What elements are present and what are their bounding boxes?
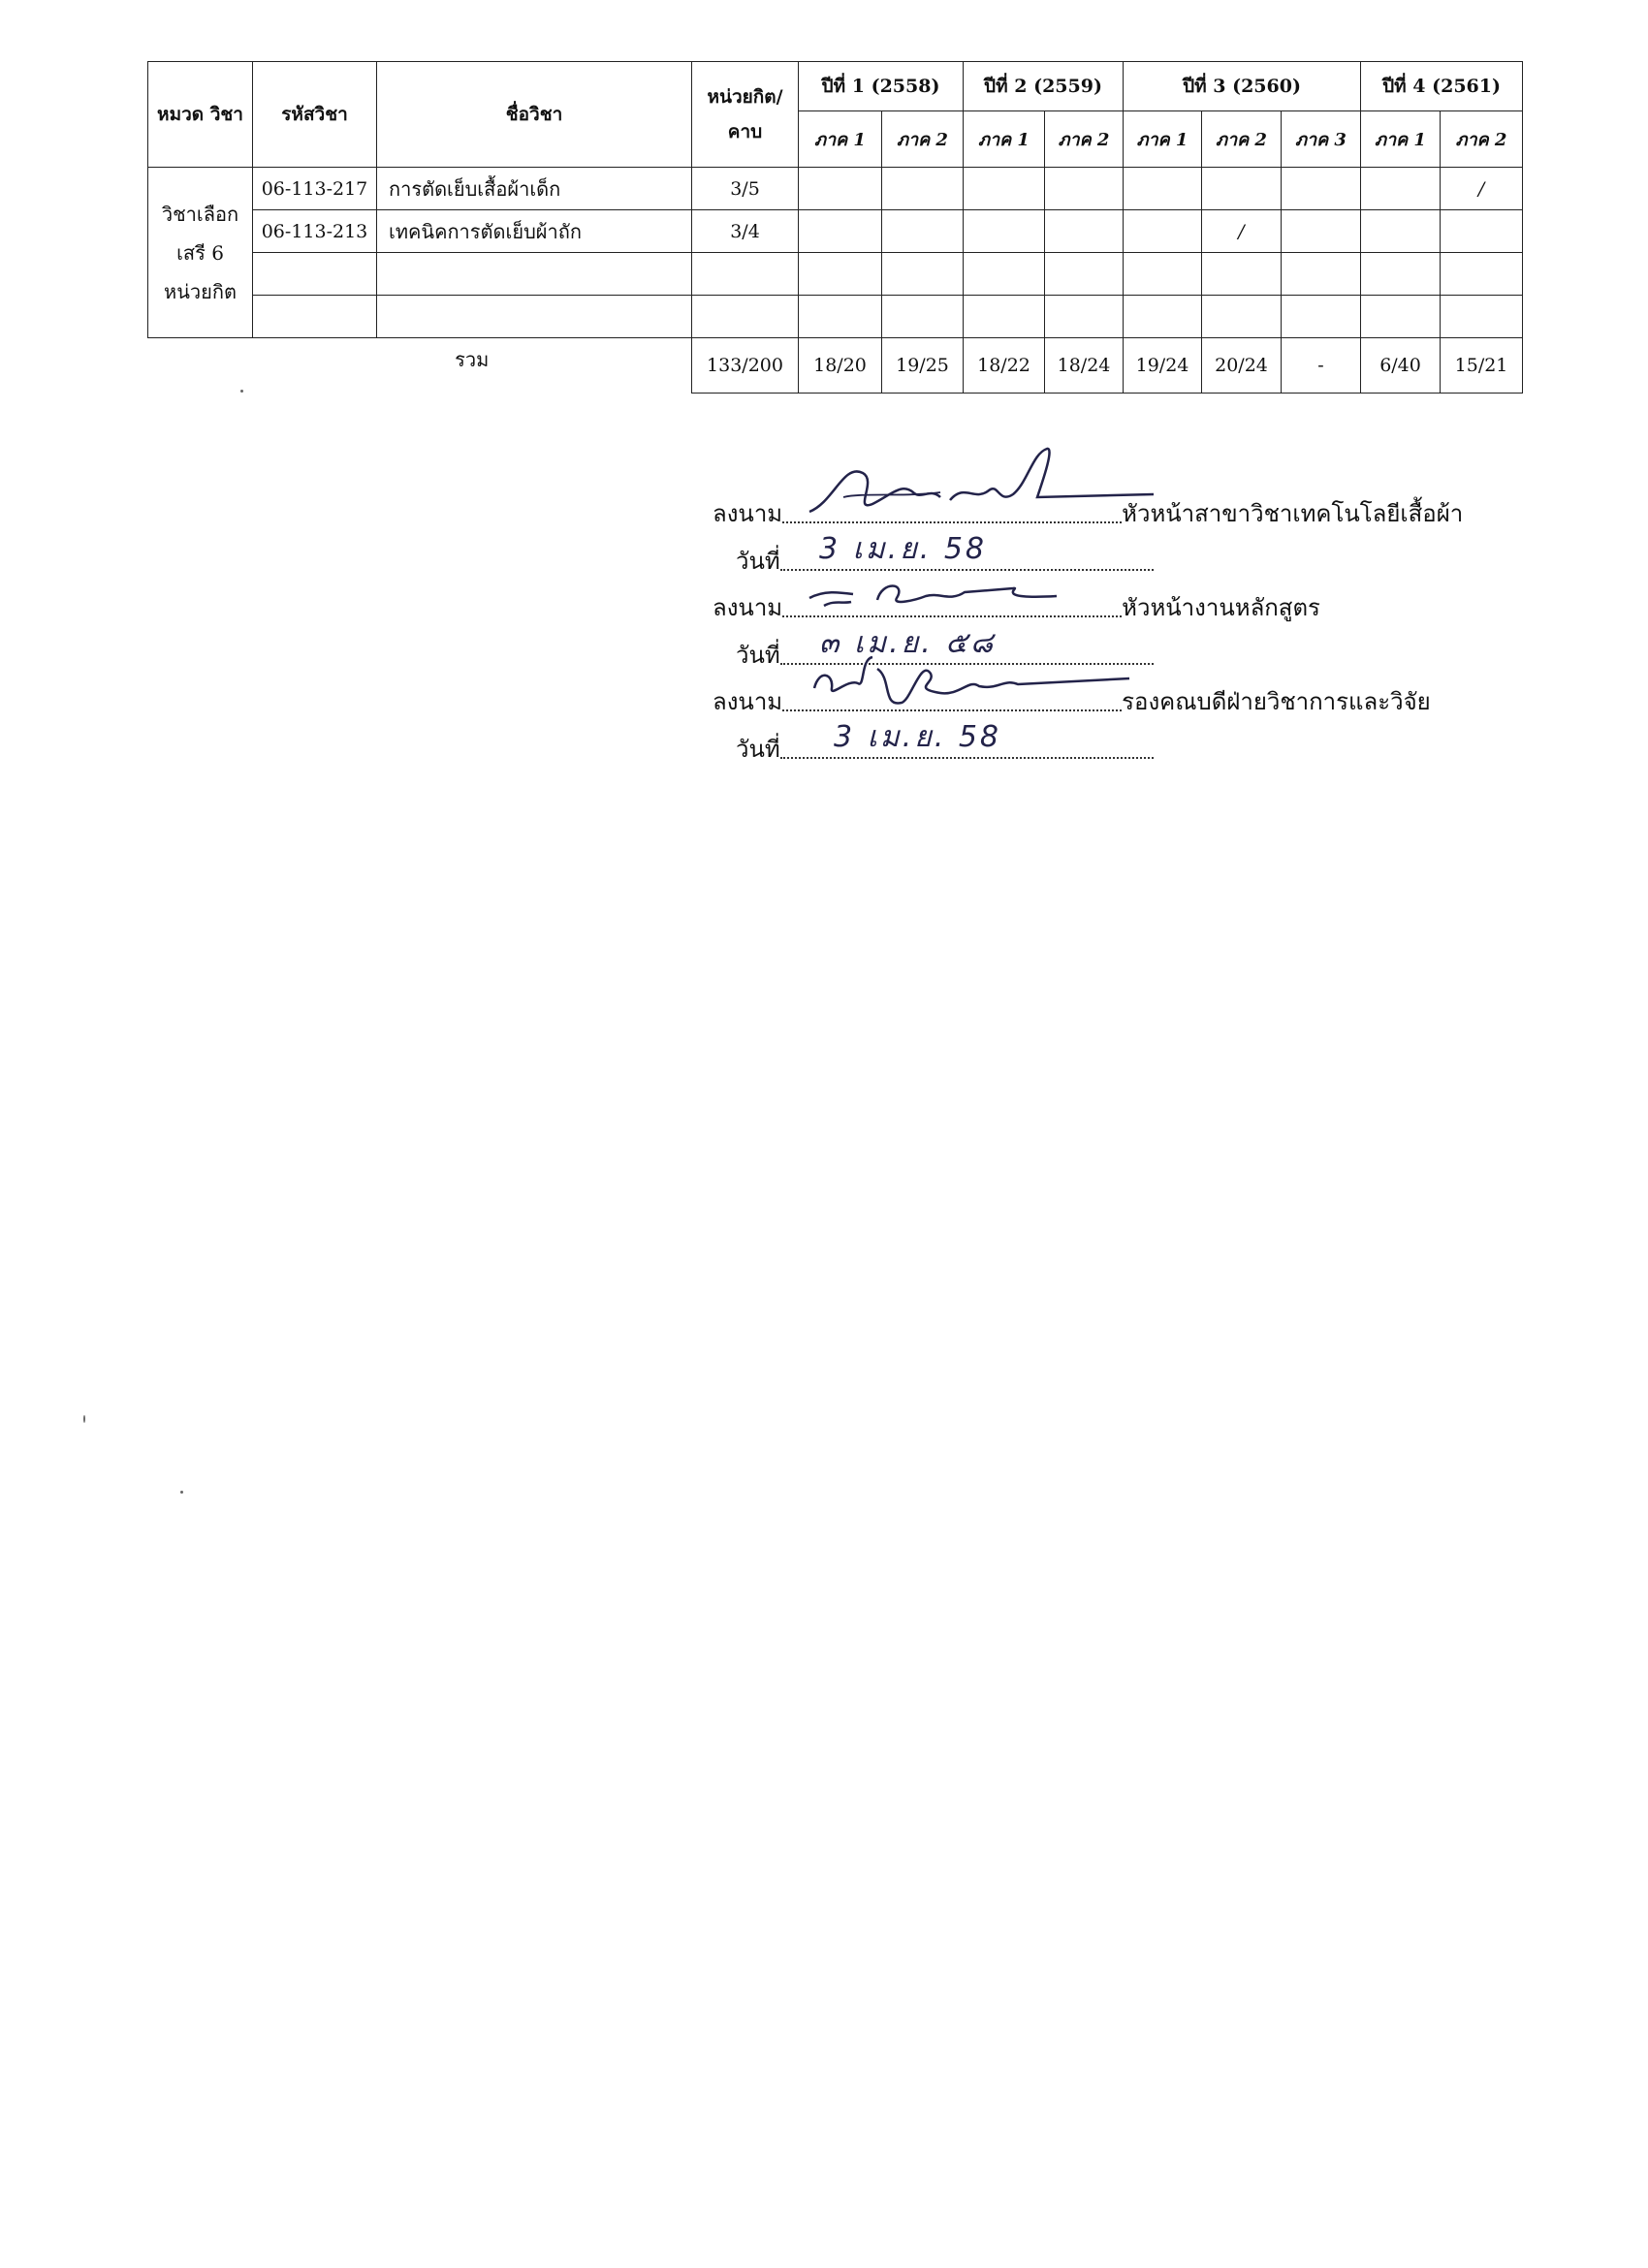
- term-mark: [964, 253, 1045, 296]
- date-label: วันที่: [736, 736, 780, 763]
- total-term: 20/24: [1202, 338, 1282, 394]
- term-mark: [1202, 168, 1282, 210]
- header-term: ภาค 1: [799, 111, 882, 168]
- sign-label: ลงนาม: [713, 594, 783, 621]
- category-cell: วิชาเลือก เสรี 6 หน่วยกิต: [148, 168, 253, 338]
- term-mark: [799, 168, 882, 210]
- term-mark: [1202, 253, 1282, 296]
- course-code: 06-113-213: [253, 210, 377, 253]
- header-year-4: ปีที่ 4 (2561): [1361, 62, 1523, 111]
- signer-role: รองคณบดีฝ่ายวิชาการและวิจัย: [1122, 688, 1431, 715]
- term-mark: [1361, 210, 1441, 253]
- term-mark: [1045, 296, 1124, 338]
- term-mark: [882, 210, 964, 253]
- course-code: 06-113-217: [253, 168, 377, 210]
- header-credits: หน่วยกิต/ คาบ: [692, 62, 799, 168]
- signer-role: หัวหน้างานหลักสูตร: [1122, 594, 1320, 621]
- term-mark: [882, 168, 964, 210]
- scan-speck: [240, 390, 243, 393]
- term-mark: [1045, 168, 1124, 210]
- handwritten-signature-1: [805, 444, 1154, 531]
- table-row: [148, 210, 1523, 253]
- total-term: -: [1282, 338, 1361, 394]
- total-credits: 133/200: [692, 338, 799, 394]
- handwritten-signature-3: [805, 649, 1134, 717]
- total-term: 19/25: [882, 338, 964, 394]
- header-code: รหัสวิชา: [253, 62, 377, 168]
- course-name: [377, 253, 692, 296]
- total-row: [148, 338, 1523, 394]
- course-credits: 3/5: [692, 168, 799, 210]
- term-mark: [1124, 168, 1202, 210]
- header-term: ภาค 1: [964, 111, 1045, 168]
- term-mark: [882, 253, 964, 296]
- header-term: ภาค 1: [1124, 111, 1202, 168]
- term-mark: [964, 168, 1045, 210]
- term-mark: [964, 210, 1045, 253]
- term-mark: [1282, 210, 1361, 253]
- term-mark: [1441, 253, 1523, 296]
- table-row: [148, 296, 1523, 338]
- header-term: ภาค 2: [882, 111, 964, 168]
- term-mark: [1124, 210, 1202, 253]
- term-mark: [799, 296, 882, 338]
- term-mark: [1441, 210, 1523, 253]
- term-mark: [1124, 296, 1202, 338]
- term-mark: [964, 296, 1045, 338]
- header-name: ชื่อวิชา: [377, 62, 692, 168]
- sign-label: ลงนาม: [713, 500, 783, 527]
- term-mark: [1124, 253, 1202, 296]
- total-term: 15/21: [1441, 338, 1523, 394]
- header-term: ภาค 2: [1441, 111, 1523, 168]
- term-mark: [1441, 296, 1523, 338]
- term-mark: [1202, 296, 1282, 338]
- term-mark: [1282, 253, 1361, 296]
- signature-block: [713, 494, 1585, 776]
- term-mark: [882, 296, 964, 338]
- course-name: [377, 296, 692, 338]
- term-mark: [1361, 253, 1441, 296]
- term-mark: [1282, 168, 1361, 210]
- term-mark: [1282, 296, 1361, 338]
- header-year-3: ปีที่ 3 (2560): [1124, 62, 1361, 111]
- course-credits: 3/4: [692, 210, 799, 253]
- term-mark: [1361, 296, 1441, 338]
- course-credits: [692, 296, 799, 338]
- term-mark: [1045, 210, 1124, 253]
- course-credits: [692, 253, 799, 296]
- handwritten-signature-2: [805, 571, 1066, 619]
- course-name: เทคนิคการตัดเย็บผ้าถัก: [377, 210, 692, 253]
- course-code: [253, 253, 377, 296]
- total-term: 18/20: [799, 338, 882, 394]
- course-code: [253, 296, 377, 338]
- blank-cell: [148, 338, 253, 394]
- header-row-years: [148, 62, 1523, 111]
- table-row: [148, 253, 1523, 296]
- scan-speck: [180, 1491, 183, 1494]
- header-category: หมวด วิชา: [148, 62, 253, 168]
- header-term: ภาค 2: [1202, 111, 1282, 168]
- total-term: 19/24: [1124, 338, 1202, 394]
- term-mark: [799, 210, 882, 253]
- total-term: 18/22: [964, 338, 1045, 394]
- term-mark: [1361, 168, 1441, 210]
- header-year-1: ปีที่ 1 (2558): [799, 62, 964, 111]
- term-mark: [1045, 253, 1124, 296]
- handwritten-date-2: ๓ เม.ย. ๕๘: [819, 626, 997, 660]
- course-name: การตัดเย็บเสื้อผ้าเด็ก: [377, 168, 692, 210]
- total-term: 18/24: [1045, 338, 1124, 394]
- scan-speck: [83, 1415, 85, 1423]
- total-label: รวม: [455, 348, 490, 371]
- date-label: วันที่: [736, 548, 780, 575]
- handwritten-date-1: 3 เม.ย. 58: [819, 532, 988, 566]
- term-mark: /: [1441, 168, 1523, 210]
- total-term: 6/40: [1361, 338, 1441, 394]
- date-label: วันที่: [736, 642, 780, 669]
- header-term: ภาค 3: [1282, 111, 1361, 168]
- handwritten-date-3: 3 เม.ย. 58: [834, 720, 1002, 754]
- sign-label: ลงนาม: [713, 688, 783, 715]
- header-year-2: ปีที่ 2 (2559): [964, 62, 1124, 111]
- table-row: [148, 168, 1523, 210]
- signer-role: หัวหน้าสาขาวิชาเทคโนโลยีเสื้อผ้า: [1122, 500, 1464, 527]
- header-term: ภาค 1: [1361, 111, 1441, 168]
- term-mark: [799, 253, 882, 296]
- header-term: ภาค 2: [1045, 111, 1124, 168]
- study-plan-table: [147, 61, 1523, 394]
- term-mark: /: [1202, 210, 1282, 253]
- date-line-3: [713, 720, 1585, 776]
